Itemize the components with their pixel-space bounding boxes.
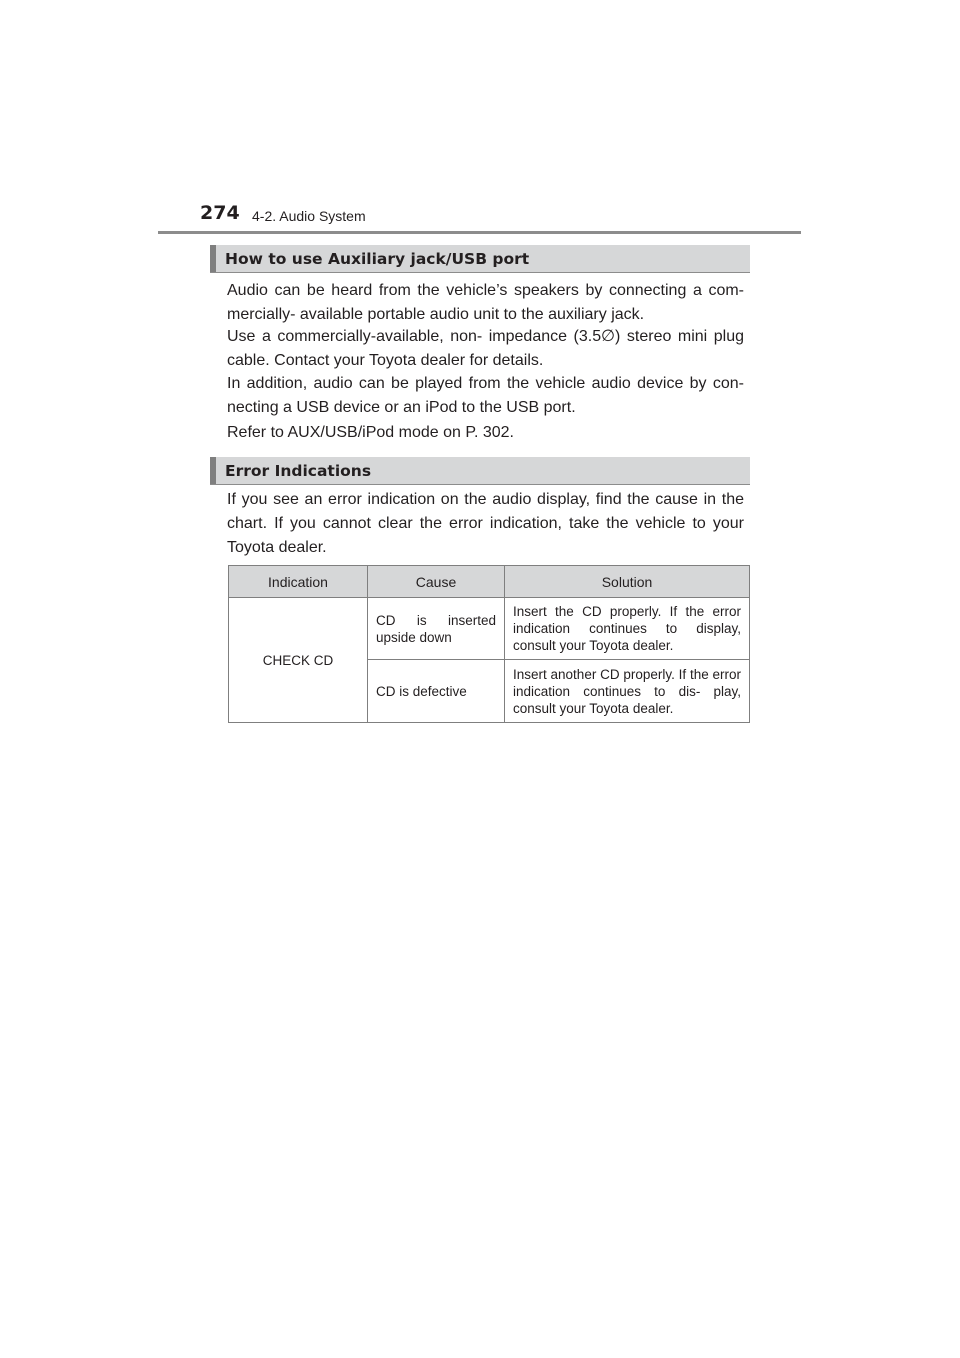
- section-heading-aux-usb: [210, 245, 750, 272]
- paragraph-usb: In addition, audio can be played from the vehicle audio device by con- necting a USB device or an iPod to the USB port.: [227, 375, 744, 416]
- paragraph-reference: Refer to AUX/USB/iPod mode on P. 302.: [227, 424, 514, 441]
- heading-underline: [210, 272, 750, 273]
- table-header-row: [229, 566, 750, 598]
- error-indications-table: [228, 565, 750, 723]
- column-header-solution: Solution: [505, 566, 750, 598]
- solution-cell: Insert the CD properly. If the error indication continues to display, consult your Toyota dealer.: [505, 598, 750, 660]
- section-breadcrumb: 4-2. Audio System: [252, 208, 366, 224]
- solution-cell: Insert another CD properly. If the error indication continues to dis- play, consult your Toyota dealer.: [505, 660, 750, 723]
- table-row: [229, 598, 750, 660]
- header-divider: [158, 231, 801, 234]
- cause-cell: CD is defective: [368, 660, 505, 723]
- paragraph-error-intro: If you see an error indication on the audio display, find the cause in the chart. If you cannot clear the error indication, take the vehicle to your Toyota dealer.: [227, 491, 744, 556]
- paragraph-aux-intro: Audio can be heard from the vehicle’s speakers by connecting a com- mercially- available portable audio unit to the auxiliary jack.: [227, 282, 744, 323]
- cause-cell: CD is inserted upside down: [368, 598, 505, 660]
- page-number: 274: [200, 202, 240, 224]
- column-header-cause: Cause: [368, 566, 505, 598]
- section-heading-aux-usb-label: How to use Auxiliary jack/USB port: [225, 249, 530, 268]
- paragraph-cable: Use a commercially-available, non- impedance (3.5∅) stereo mini plug cable. Contact your Toyota dealer for details.: [227, 328, 744, 369]
- column-header-indication: Indication: [229, 566, 368, 598]
- section-heading-error-indications-label: Error Indications: [225, 461, 372, 480]
- indication-cell: CHECK CD: [229, 598, 368, 723]
- section-heading-error-indications: [210, 457, 750, 484]
- heading-underline: [210, 484, 750, 485]
